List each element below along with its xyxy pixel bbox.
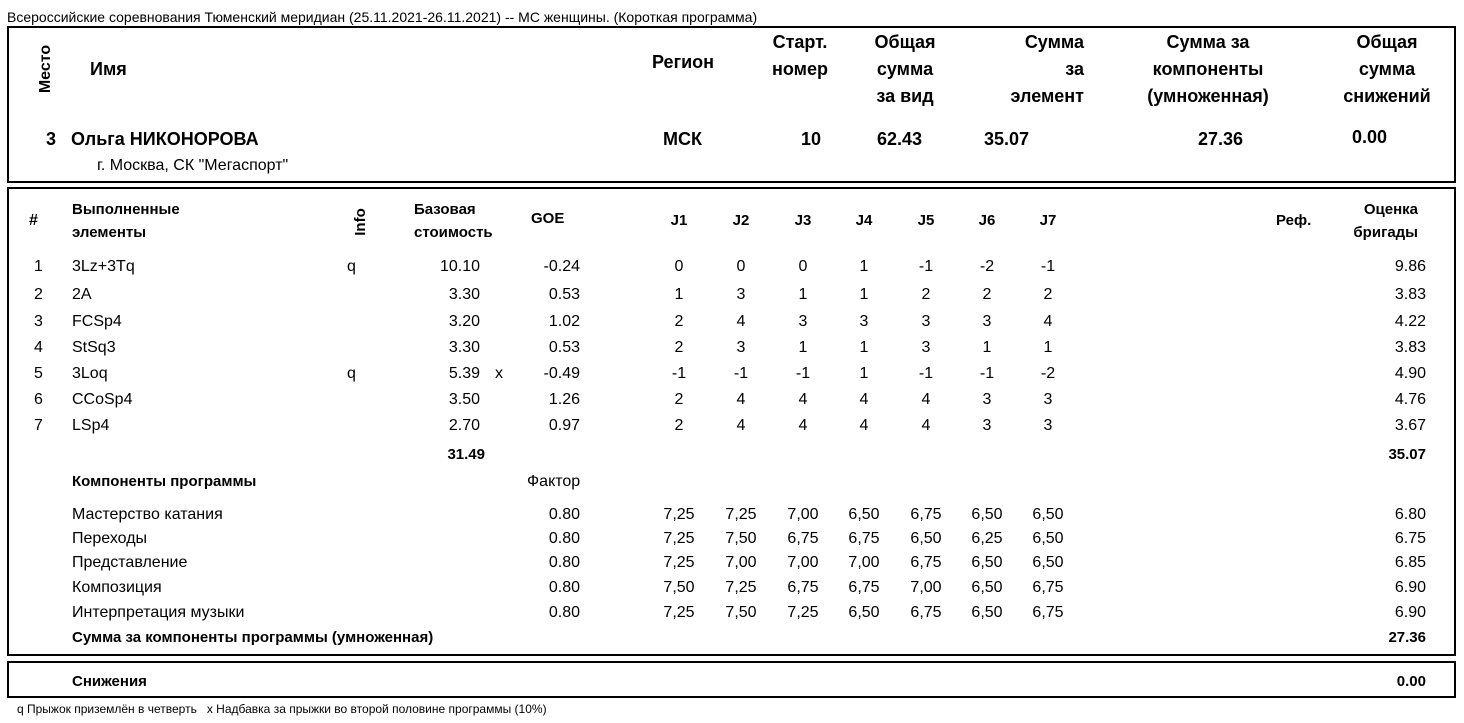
element-judge-score: -1 — [795, 365, 811, 382]
element-bonus-mark: x — [495, 365, 503, 382]
component-judge-score: 7,50 — [725, 530, 757, 547]
judge-header: J4 — [855, 212, 873, 229]
element-judge-score: 4 — [736, 313, 746, 330]
component-judge-score: 6,75 — [910, 506, 942, 523]
element-judge-score: 2 — [921, 286, 931, 303]
component-judge-score: 7,00 — [787, 554, 819, 571]
element-judge-score: 3 — [921, 339, 931, 356]
components-total-score: 27.36 — [1388, 629, 1426, 646]
component-judge-score: 7,25 — [663, 604, 695, 621]
judge-header: J2 — [732, 212, 750, 229]
element-judge-score: 3 — [1043, 391, 1053, 408]
element-panel-score: 4.22 — [1394, 313, 1426, 330]
base-value-header: Базовая стоимость — [414, 201, 493, 241]
element-info: q — [347, 365, 356, 382]
element-judge-score: -1 — [918, 258, 934, 275]
element-judge-score: 4 — [736, 391, 746, 408]
component-judge-score: 6,75 — [910, 604, 942, 621]
element-judge-score: 1 — [982, 339, 992, 356]
element-name: StSq3 — [72, 339, 116, 356]
component-judge-score: 7,25 — [787, 604, 819, 621]
element-judge-score: 3 — [736, 339, 746, 356]
component-factor: 0.80 — [548, 554, 580, 571]
element-judge-score: 3 — [859, 313, 869, 330]
element-judge-score: -1 — [733, 365, 749, 382]
component-judge-score: 6,50 — [971, 579, 1003, 596]
skater-deductions: 0.00 — [1352, 127, 1388, 147]
element-judge-score: 4 — [921, 391, 931, 408]
element-base-value: 5.39 — [448, 365, 480, 382]
element-judge-score: 1 — [859, 365, 869, 382]
component-judge-score: 7,50 — [725, 604, 757, 621]
footnote-q: q Прыжок приземлён в четверть — [17, 702, 197, 716]
element-number: 2 — [34, 286, 43, 303]
ref-header: Реф. — [1276, 212, 1312, 229]
component-judge-score: 6,50 — [971, 604, 1003, 621]
component-judge-score: 6,75 — [848, 530, 880, 547]
element-judge-score: 1 — [859, 286, 869, 303]
element-goe: -0.49 — [543, 365, 580, 382]
element-judge-score: -1 — [1040, 258, 1056, 275]
component-judge-score: 6,50 — [910, 530, 942, 547]
element-goe: 1.02 — [548, 313, 580, 330]
element-judge-score: -1 — [918, 365, 934, 382]
element-base-value: 3.20 — [448, 313, 480, 330]
element-number: 1 — [34, 258, 43, 275]
element-judge-score: 1 — [859, 339, 869, 356]
elements-num-header: # — [29, 212, 38, 229]
element-judge-score: 3 — [921, 313, 931, 330]
footnote-x: x Надбавка за прыжки во второй половине программы (10%) — [206, 702, 547, 716]
component-judge-score: 7,00 — [848, 554, 880, 571]
component-name: Композиция — [72, 579, 162, 596]
element-goe: -0.24 — [543, 258, 580, 275]
component-judge-score: 7,25 — [663, 554, 695, 571]
element-judge-score: 2 — [674, 391, 684, 408]
element-judge-score: -1 — [671, 365, 687, 382]
component-judge-score: 6,50 — [848, 604, 880, 621]
deductions-box — [7, 661, 1456, 698]
element-panel-score: 3.83 — [1394, 286, 1426, 303]
element-panel-score: 4.90 — [1394, 365, 1426, 382]
element-base-value: 3.30 — [448, 339, 480, 356]
goe-header: GOE — [531, 210, 565, 227]
component-judge-score: 6,50 — [971, 554, 1003, 571]
element-judge-score: 2 — [982, 286, 992, 303]
skater-club: г. Москва, СК "Мегаспорт" — [97, 157, 289, 174]
executed-elements-header: Выполненные элементы — [72, 201, 180, 241]
component-score: 6.75 — [1394, 530, 1426, 547]
component-judge-score: 6,50 — [1032, 554, 1064, 571]
component-judge-score: 6,50 — [848, 506, 880, 523]
judge-header: J1 — [670, 212, 688, 229]
deductions-score: 0.00 — [1396, 673, 1426, 690]
element-name: CCoSp4 — [72, 391, 133, 408]
component-score: 6.90 — [1394, 579, 1426, 596]
element-judge-score: 3 — [798, 313, 808, 330]
element-number: 7 — [34, 417, 43, 434]
element-judge-score: 2 — [1043, 286, 1053, 303]
component-judge-score: 6,75 — [1032, 579, 1064, 596]
component-factor: 0.80 — [548, 579, 580, 596]
element-judge-score: 1 — [798, 339, 808, 356]
element-goe: 0.97 — [548, 417, 580, 434]
element-panel-score: 3.67 — [1394, 417, 1426, 434]
element-judge-score: 2 — [674, 339, 684, 356]
element-base-value: 3.50 — [448, 391, 480, 408]
component-judge-score: 6,75 — [1032, 604, 1064, 621]
element-base-value: 10.10 — [439, 258, 480, 275]
component-judge-score: 7,50 — [663, 579, 695, 596]
element-name: 3Lz+3Tq — [72, 258, 135, 275]
element-name: 2A — [72, 286, 92, 303]
element-judge-score: 4 — [1043, 313, 1053, 330]
element-name: LSp4 — [72, 417, 110, 434]
footnote — [17, 702, 547, 716]
deductions-header: Общая сумма снижений — [1343, 32, 1431, 106]
skater-region: МСК — [663, 129, 702, 149]
component-name: Мастерство катания — [72, 506, 223, 523]
component-judge-score: 6,50 — [1032, 530, 1064, 547]
elements-score-total: 35.07 — [1388, 446, 1426, 463]
component-factor: 0.80 — [548, 604, 580, 621]
factor-header: Фактор — [527, 473, 581, 490]
element-panel-score: 9.86 — [1394, 258, 1426, 275]
components-total-label: Сумма за компоненты программы (умноженная) — [72, 629, 434, 646]
component-name: Представление — [72, 554, 188, 571]
component-judge-score: 7,25 — [725, 579, 757, 596]
panel-score-header: Оценка бригады — [1353, 201, 1418, 241]
info-header: Info — [352, 208, 369, 236]
element-judge-score: 4 — [921, 417, 931, 434]
judge-header: J6 — [978, 212, 996, 229]
element-judge-score: 4 — [859, 417, 869, 434]
element-judge-score: 1 — [859, 258, 869, 275]
component-judge-score: 6,50 — [971, 506, 1003, 523]
skater-components: 27.36 — [1198, 129, 1244, 149]
element-goe: 0.53 — [548, 339, 580, 356]
element-judge-score: 1 — [798, 286, 808, 303]
element-judge-score: 3 — [982, 313, 992, 330]
skater-total: 62.43 — [877, 129, 923, 149]
judge-header: J7 — [1039, 212, 1057, 229]
element-panel-score: 3.83 — [1394, 339, 1426, 356]
start-number-header: Старт. номер — [772, 32, 828, 79]
element-judge-score: 1 — [674, 286, 684, 303]
element-base-value: 3.30 — [448, 286, 480, 303]
element-info: q — [347, 258, 356, 275]
element-name: FCSp4 — [72, 313, 122, 330]
element-judge-score: 0 — [674, 258, 684, 275]
name-header: Имя — [90, 59, 127, 79]
element-judge-score: 3 — [982, 417, 992, 434]
element-judge-score: 3 — [736, 286, 746, 303]
element-judge-score: -2 — [979, 258, 995, 275]
skater-start-number: 10 — [801, 129, 822, 149]
base-value-total: 31.49 — [447, 446, 485, 463]
component-name: Интерпретация музыки — [72, 604, 245, 621]
element-judge-score: 4 — [798, 391, 808, 408]
element-base-value: 2.70 — [448, 417, 480, 434]
element-number: 3 — [34, 313, 43, 330]
component-factor: 0.80 — [548, 530, 580, 547]
deductions-label: Снижения — [72, 673, 147, 690]
place-header: Место — [37, 44, 54, 94]
region-header: Регион — [652, 52, 714, 72]
element-name: 3Loq — [72, 365, 108, 382]
element-judge-score: 3 — [1043, 417, 1053, 434]
component-name: Переходы — [72, 530, 148, 547]
element-number: 5 — [34, 365, 43, 382]
element-judge-score: 4 — [798, 417, 808, 434]
component-judge-score: 7,00 — [910, 579, 942, 596]
element-judge-score: 2 — [674, 417, 684, 434]
element-judge-score: 4 — [736, 417, 746, 434]
judge-header: J5 — [917, 212, 935, 229]
element-number: 6 — [34, 391, 43, 408]
component-judge-score: 6,75 — [787, 579, 819, 596]
element-judge-score: 4 — [859, 391, 869, 408]
element-judge-score: -2 — [1040, 365, 1056, 382]
component-judge-score: 6,75 — [848, 579, 880, 596]
component-judge-score: 6,50 — [1032, 506, 1064, 523]
component-score: 6.85 — [1394, 554, 1426, 571]
element-number: 4 — [34, 339, 43, 356]
element-goe: 0.53 — [548, 286, 580, 303]
component-factor: 0.80 — [548, 506, 580, 523]
component-judge-score: 6,25 — [971, 530, 1003, 547]
element-goe: 1.26 — [548, 391, 580, 408]
element-judge-score: 0 — [798, 258, 808, 275]
element-judge-score: 2 — [674, 313, 684, 330]
component-score: 6.80 — [1394, 506, 1426, 523]
component-judge-score: 6,75 — [787, 530, 819, 547]
skater-name: Ольга НИКОНОРОВА — [71, 129, 259, 149]
element-judge-score: 3 — [982, 391, 992, 408]
component-judge-score: 7,25 — [725, 506, 757, 523]
skater-place: 3 — [46, 129, 57, 149]
component-judge-score: 7,25 — [663, 506, 695, 523]
element-score-header: Сумма за элемент — [1010, 32, 1084, 106]
judge-header: J3 — [794, 212, 812, 229]
element-panel-score: 4.76 — [1394, 391, 1426, 408]
components-title: Компоненты программы — [72, 473, 257, 490]
skater-elements: 35.07 — [984, 129, 1030, 149]
component-judge-score: 7,00 — [787, 506, 819, 523]
element-judge-score: 1 — [1043, 339, 1053, 356]
total-score-header: Общая сумма за вид — [874, 32, 936, 106]
component-judge-score: 7,25 — [663, 530, 695, 547]
event-title: Всероссийские соревнования Тюменский меридиан (25.11.2021-26.11.2021) -- МС женщины. (Короткая программа) — [7, 9, 758, 25]
component-judge-score: 6,75 — [910, 554, 942, 571]
component-score-header: Сумма за компоненты (умноженная) — [1147, 32, 1269, 106]
component-score: 6.90 — [1394, 604, 1426, 621]
element-judge-score: 0 — [736, 258, 746, 275]
element-judge-score: -1 — [979, 365, 995, 382]
component-judge-score: 7,00 — [725, 554, 757, 571]
